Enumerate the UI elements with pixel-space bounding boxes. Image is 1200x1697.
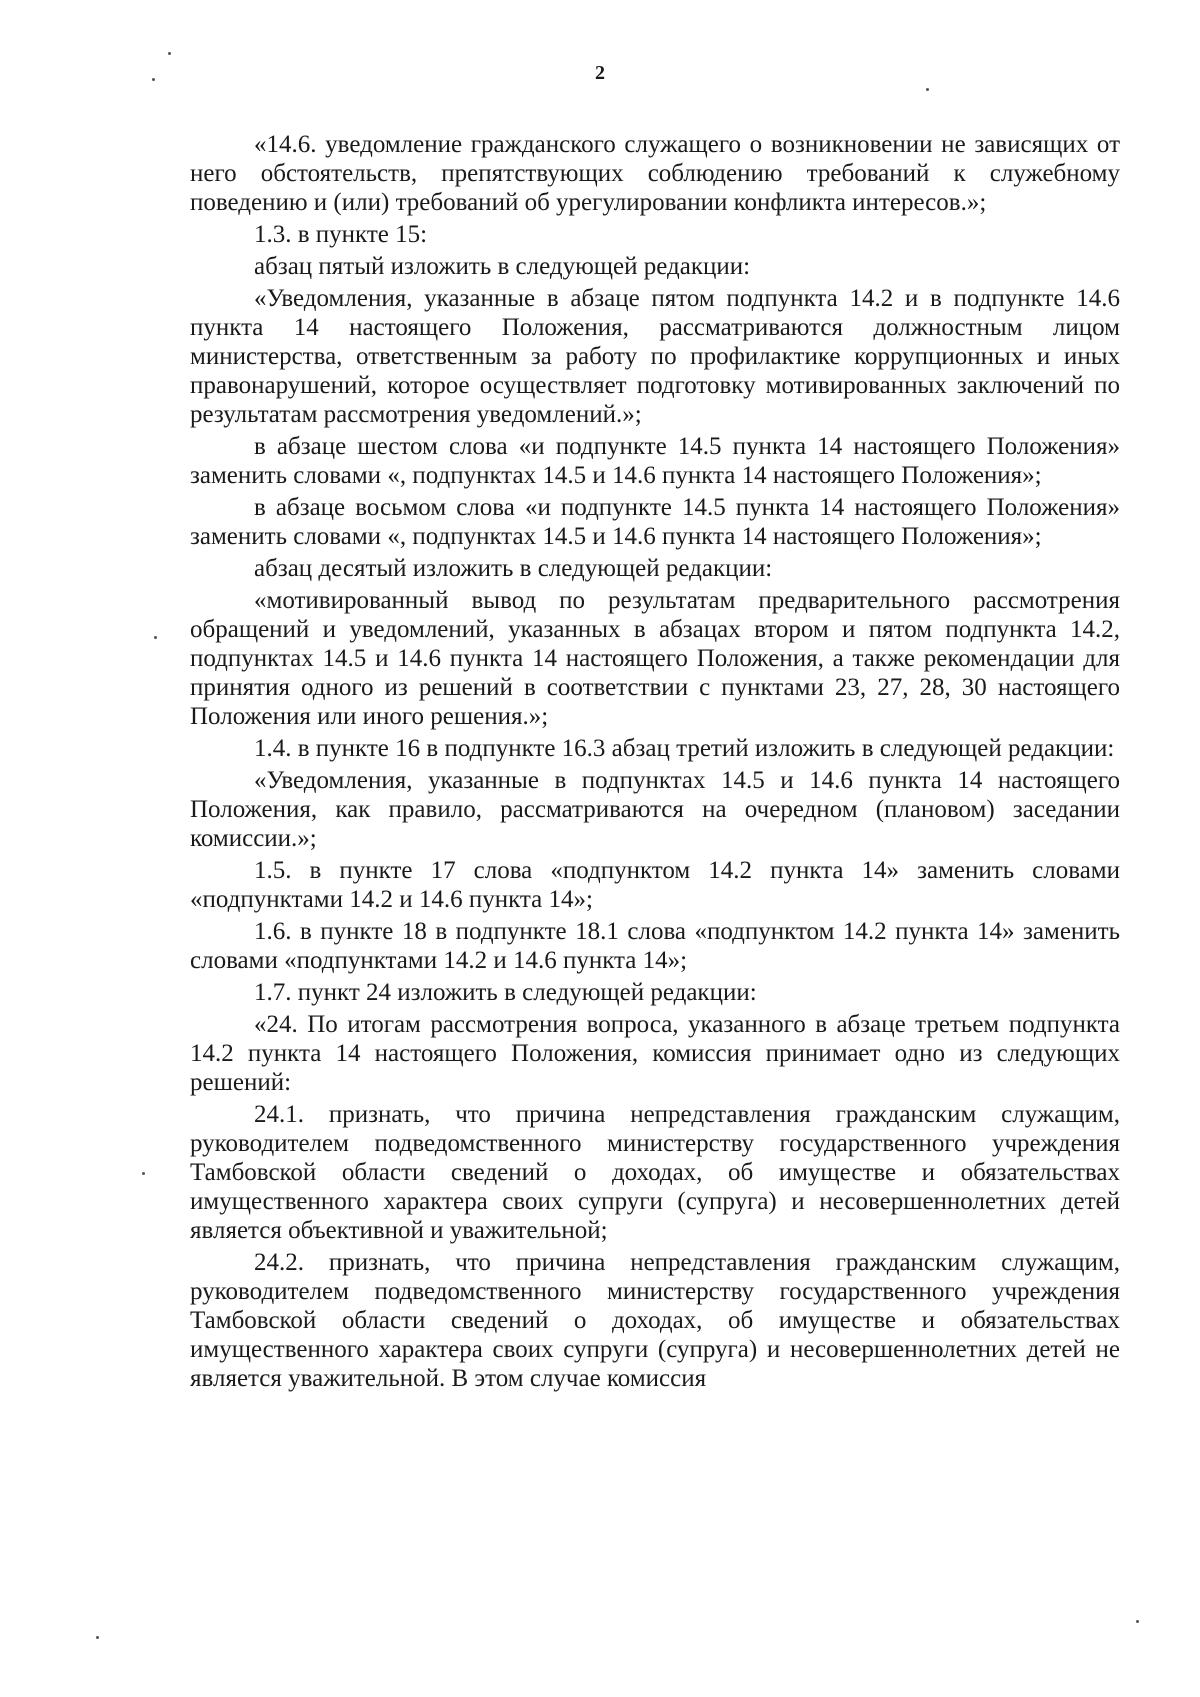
paragraph-24: «24. По итогам рассмотрения вопроса, указанного в абзаце третьем подпункта 14.2 пункта 14 настоящего Положения, комиссия принимает одно из следующих решений:: [190, 1011, 1120, 1096]
scan-speck: [154, 636, 157, 639]
scan-speck: [96, 1636, 99, 1639]
paragraph-abzac-desyatyi: абзац десятый изложить в следующей редакции:: [254, 555, 773, 582]
paragraph-1-7: 1.7. пункт 24 изложить в следующей редакции:: [254, 979, 757, 1006]
scan-speck: [168, 52, 171, 55]
paragraph-motivirovannyi-vyvod: «мотивированный вывод по результатам предварительного рассмотрения обращений и уведомлений, указанных в абзацах втором и пятом подпункта 14.2, подпунктах 14.5 и 14.6 пункта 14 настоящего Положения, а также рекомендации для принятия одного из решений в соответствии с пунктами 23, 27, 28, 30 настоящего Положения или иного решения.»;: [190, 587, 1120, 730]
paragraph-1-4: 1.4. в пункте 16 в подпункте 16.3 абзац третий изложить в следующей редакции:: [254, 735, 1115, 762]
document-body: [190, 130, 1120, 1396]
paragraph-1-6: 1.6. в пункте 18 в подпункте 18.1 слова «подпунктом 14.2 пункта 14» заменить словами «подпунктами 14.2 и 14.6 пункта 14»;: [190, 918, 1120, 974]
paragraph-14-6: «14.6. уведомление гражданского служащего о возникновении не зависящих от него обстоятельств, препятствующих соблюдению требований к служебному поведению и (или) требований об урегулировании конфликта интересов.»;: [190, 131, 1120, 216]
paragraph-uvedomleniya-16: «Уведомления, указанные в подпунктах 14.5 и 14.6 пункта 14 настоящего Положения, как правило, рассматриваются на очередном (плановом) заседании комиссии.»;: [190, 767, 1120, 852]
paragraph-24-1: 24.1. признать, что причина непредставления гражданским служащим, руководителем подведомственного министерству государственного учреждения Тамбовской области сведений о доходах, об имуществе и обязательствах имущественного характера своих супруги (супруга) и несовершеннолетних детей является объективной и уважительной;: [190, 1101, 1120, 1244]
scan-speck: [142, 1172, 145, 1175]
paragraph-abzac-vosmom: в абзаце восьмом слова «и подпункте 14.5 пункта 14 настоящего Положения» заменить словами «, подпунктах 14.5 и 14.6 пункта 14 настоящего Положения»;: [190, 494, 1120, 550]
scan-speck: [1136, 1620, 1139, 1623]
paragraph-abzac-shestom: в абзаце шестом слова «и подпункте 14.5 пункта 14 настоящего Положения» заменить словами «, подпунктах 14.5 и 14.6 пункта 14 настоящего Положения»;: [190, 433, 1120, 489]
paragraph-abzac-pyatyi: абзац пятый изложить в следующей редакции:: [254, 253, 751, 280]
scan-speck: [926, 88, 929, 91]
page-number: 2: [595, 62, 605, 84]
paragraph-uvedomleniya: «Уведомления, указанные в абзаце пятом подпункта 14.2 и в подпункте 14.6 пункта 14 настоящего Положения, рассматриваются должностным лицом министерства, ответственным за работу по профилактике коррупционных и иных правонарушений, которое осуществляет подготовку мотивированных заключений по результатам рассмотрения уведомлений.»;: [190, 285, 1120, 428]
paragraph-24-2: 24.2. признать, что причина непредставления гражданским служащим, руководителем подведомственного министерству государственного учреждения Тамбовской области сведений о доходах, об имуществе и обязательствах имущественного характера своих супруги (супруга) и несовершеннолетних детей не является уважительной. В этом случае комиссия: [190, 1249, 1120, 1392]
paragraph-1-3: 1.3. в пункте 15:: [254, 221, 428, 248]
paragraph-1-5: 1.5. в пункте 17 слова «подпунктом 14.2 пункта 14» заменить словами «подпунктами 14.2 и 14.6 пункта 14»;: [190, 857, 1120, 913]
scan-speck: [152, 78, 155, 81]
